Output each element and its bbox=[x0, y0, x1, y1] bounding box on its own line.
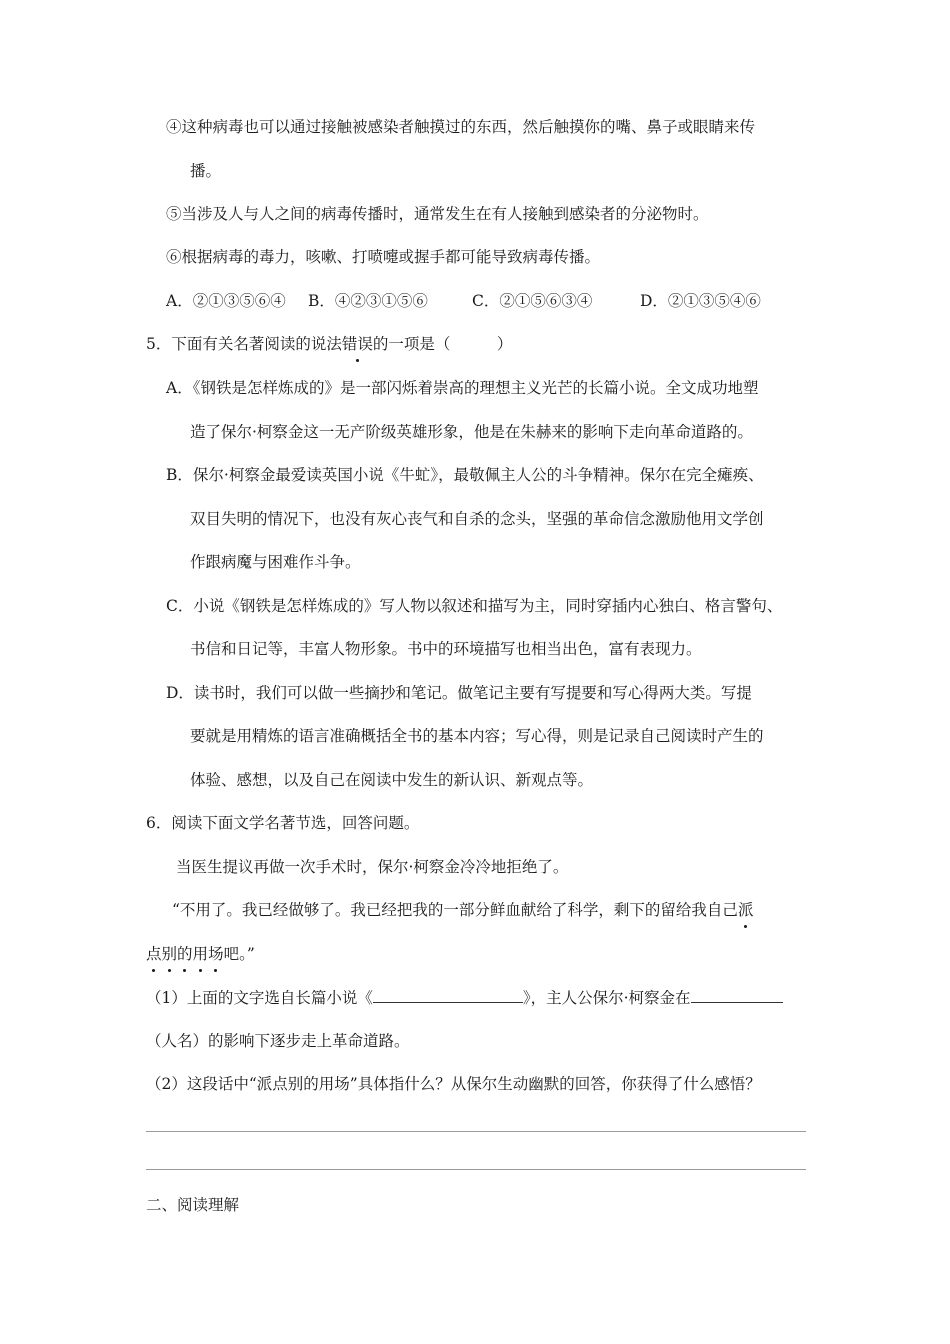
answer-line-2[interactable] bbox=[146, 1169, 806, 1170]
q5-option-b-line2: 双目失明的情况下，也没有灰心丧气和自杀的念头，坚强的革命信念激励他用文学创 bbox=[190, 510, 764, 528]
q6-emphasis-char: 场 bbox=[208, 945, 224, 963]
q5-option-d-line3: 体验、感想，以及自己在阅读中发生的新认识、新观点等。 bbox=[190, 771, 594, 789]
q4-option-a: A．②①③⑤⑥④ bbox=[166, 292, 286, 310]
q5-stem-before: 5．下面有关名著阅读的说法 bbox=[146, 335, 342, 353]
q4-item4-line2: 播。 bbox=[190, 162, 222, 180]
q6-stem: 6．阅读下面文学名著节选，回答问题。 bbox=[146, 814, 420, 832]
q4-item5: ⑤当涉及人与人之间的病毒传播时，通常发生在有人接触到感染者的分泌物时。 bbox=[166, 205, 709, 223]
q6-emphasis-char: 的 bbox=[177, 945, 193, 963]
q5-option-c-line1: C．小说《钢铁是怎样炼成的》写人物以叙述和描写为主，同时穿插内心独白、格言警句、 bbox=[166, 597, 783, 615]
q6-passage-p3-text: 吧。” bbox=[223, 945, 255, 963]
q5-option-b-line1: B．保尔·柯察金最爱读英国小说《牛虻》，最敬佩主人公的斗争精神。保尔在完全瘫痪、 bbox=[166, 466, 764, 484]
book-title-blank[interactable] bbox=[373, 986, 523, 1003]
q6-passage-emphasis: 派 bbox=[737, 901, 754, 919]
q6-emphasis-char: 别 bbox=[161, 945, 178, 963]
q6-sub1-line2: （人名）的影响下逐步走上革命道路。 bbox=[146, 1032, 410, 1050]
q4-option-b: B．④②③①⑤⑥ bbox=[308, 292, 428, 310]
q6-emphasis-char: 点 bbox=[146, 945, 162, 963]
q6-sub1-before: （1）上面的文字选自长篇小说《 bbox=[146, 989, 373, 1007]
q5-option-c-line2: 书信和日记等，丰富人物形象。书中的环境描写也相当出色，富有表现力。 bbox=[190, 640, 702, 658]
q4-item6: ⑥根据病毒的毒力，咳嗽、打喷嚏或握手都可能导致病毒传播。 bbox=[166, 248, 601, 266]
q6-passage-p2-text: “不用了。我已经做够了。我已经把我的一部分鲜血献给了科学，剩下的留给我自己 bbox=[172, 901, 738, 919]
q6-sub1-line1 bbox=[146, 986, 783, 1009]
q5-option-a-line2: 造了保尔·柯察金这一无产阶级英雄形象，他是在朱赫来的影响下走向革命道路的。 bbox=[190, 423, 753, 441]
q6-sub2: （2）这段话中“派点别的用场”具体指什么？从保尔生动幽默的回答，你获得了什么感悟？ bbox=[146, 1075, 761, 1093]
answer-line-1[interactable] bbox=[146, 1131, 806, 1132]
q6-passage-p2 bbox=[172, 899, 753, 921]
q5-option-a-line1: A．《钢铁是怎样炼成的》是一部闪烁着崇高的理想主义光芒的长篇小说。全文成功地塑 bbox=[166, 379, 759, 397]
q6-emphasis-char: 用 bbox=[192, 945, 209, 963]
q5-stem bbox=[146, 333, 512, 355]
q6-sub1-mid: 》，主人公保尔·柯察金在 bbox=[522, 989, 691, 1007]
q4-item4-line1: ④这种病毒也可以通过接触被感染者触摸过的东西，然后触摸你的嘴、鼻子或眼睛来传 bbox=[166, 118, 756, 136]
q5-option-b-line3: 作跟病魔与困难作斗争。 bbox=[190, 553, 361, 571]
q5-stem-after: 的一项是（ ） bbox=[372, 335, 513, 353]
q5-stem-emphasis: 错误 bbox=[341, 335, 373, 353]
q6-passage-p1: 当医生提议再做一次手术时，保尔·柯察金冷冷地拒绝了。 bbox=[176, 858, 569, 876]
section-heading: 二、阅读理解 bbox=[146, 1196, 240, 1214]
q5-option-d-line1: D．读书时，我们可以做一些摘抄和笔记。做笔记主要有写提要和写心得两大类。写提 bbox=[166, 684, 752, 702]
person-name-blank[interactable] bbox=[691, 986, 783, 1003]
q4-option-d: D．②①③⑤④⑥ bbox=[640, 292, 761, 310]
q6-passage-p3 bbox=[146, 943, 255, 965]
q4-option-c: C．②①⑤⑥③④ bbox=[472, 292, 593, 310]
q5-option-d-line2: 要就是用精炼的语言准确概括全书的基本内容；写心得，则是记录自己阅读时产生的 bbox=[190, 727, 764, 745]
